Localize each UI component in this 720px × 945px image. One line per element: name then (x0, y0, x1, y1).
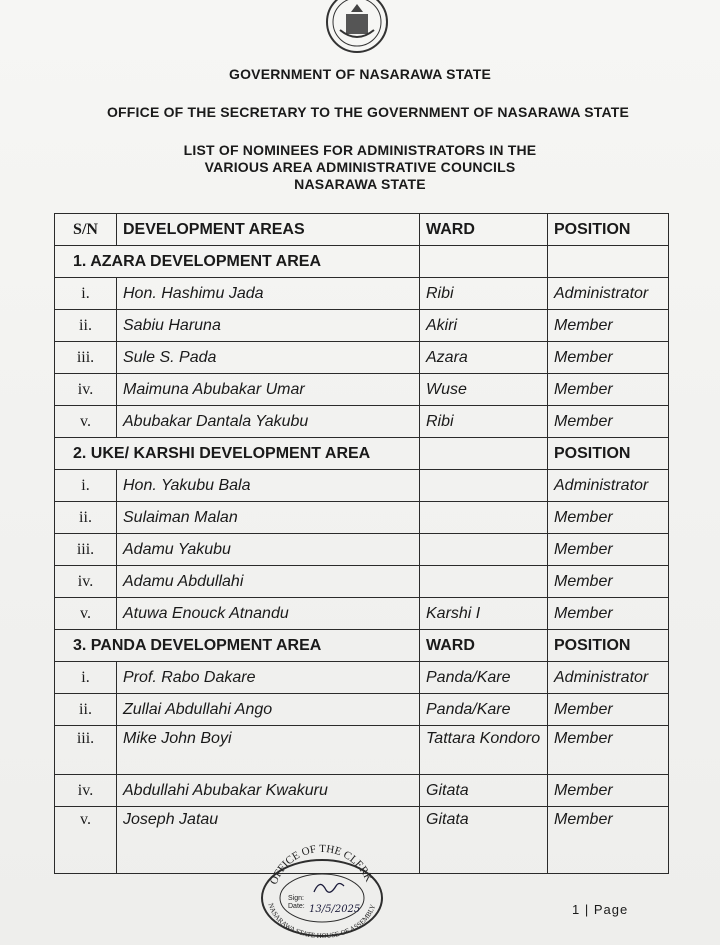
ward-name: Azara (420, 342, 548, 374)
position-name: Member (548, 342, 669, 374)
section-ward-header (420, 438, 548, 470)
ward-name (420, 534, 548, 566)
ward-name: Gitata (420, 807, 548, 874)
title-line-3: NASARAWA STATE (294, 176, 426, 192)
table-row (55, 662, 669, 694)
clerk-office-stamp (254, 842, 390, 938)
office-heading: OFFICE OF THE SECRETARY TO THE GOVERNMENT OF NASARAWA STATE (106, 104, 630, 120)
section-ward-header: WARD (420, 630, 548, 662)
nominee-name: Sulaiman Malan (117, 502, 420, 534)
section-position-header: POSITION (548, 630, 669, 662)
section-ward-header (420, 246, 548, 278)
row-serial-number: iii. (55, 534, 117, 566)
state-crest-logo (318, 0, 396, 62)
ward-name: Wuse (420, 374, 548, 406)
section-row (55, 246, 669, 278)
section-position-header (548, 246, 669, 278)
nominee-name: Sabiu Haruna (117, 310, 420, 342)
ward-name: Ribi (420, 406, 548, 438)
row-serial-number: i. (55, 662, 117, 694)
ward-name: Karshi I (420, 598, 548, 630)
row-serial-number: v. (55, 807, 117, 874)
nominee-name: Adamu Yakubu (117, 534, 420, 566)
row-serial-number: iii. (55, 726, 117, 775)
nominee-name: Hon. Hashimu Jada (117, 278, 420, 310)
government-heading: GOVERNMENT OF NASARAWA STATE (228, 66, 491, 82)
row-serial-number: ii. (55, 310, 117, 342)
nominee-name: Adamu Abdullahi (117, 566, 420, 598)
table-row (55, 726, 669, 775)
ward-name: Ribi (420, 278, 548, 310)
row-serial-number: iv. (55, 374, 117, 406)
nominee-name: Abdullahi Abubakar Kwakuru (117, 775, 420, 807)
position-name: Member (548, 598, 669, 630)
table-row (55, 598, 669, 630)
handwritten-signature (314, 884, 344, 893)
position-name: Member (548, 374, 669, 406)
row-serial-number: ii. (55, 502, 117, 534)
row-serial-number: v. (55, 406, 117, 438)
row-serial-number: i. (55, 470, 117, 502)
table-row (55, 310, 669, 342)
position-name: Administrator (548, 470, 669, 502)
ward-name: Gitata (420, 775, 548, 807)
position-name: Administrator (548, 278, 669, 310)
section-row (55, 630, 669, 662)
nominee-name: Joseph Jatau (117, 807, 420, 874)
title-line-1: LIST OF NOMINEES FOR ADMINISTRATORS IN THE (183, 142, 537, 158)
section-row (55, 438, 669, 470)
stamp-date-label: Date: (288, 903, 305, 910)
document-title (0, 142, 720, 193)
position-name: Member (548, 534, 669, 566)
nominee-name: Hon. Yakubu Bala (117, 470, 420, 502)
nominee-name: Maimuna Abubakar Umar (117, 374, 420, 406)
ward-name (420, 502, 548, 534)
page-number: 1 | Page (572, 902, 629, 917)
svg-text:OFFICE OF THE CLERK (268, 843, 375, 886)
row-serial-number: ii. (55, 694, 117, 726)
position-name: Member (548, 566, 669, 598)
nominee-name: Zullai Abdullahi Ango (117, 694, 420, 726)
position-name: Member (548, 406, 669, 438)
nominee-name: Sule S. Pada (117, 342, 420, 374)
ward-name: Panda/Kare (420, 662, 548, 694)
ward-name: Akiri (420, 310, 548, 342)
nominees-table (54, 213, 669, 874)
table-row (55, 534, 669, 566)
ward-name (420, 470, 548, 502)
table-row (55, 278, 669, 310)
section-position-header: POSITION (548, 438, 669, 470)
table-row (55, 566, 669, 598)
column-header-ward: WARD (420, 214, 548, 246)
section-title: 1. AZARA DEVELOPMENT AREA (55, 246, 420, 278)
nominee-name: Mike John Boyi (117, 726, 420, 775)
nominee-name: Atuwa Enouck Atnandu (117, 598, 420, 630)
section-title: 2. UKE/ KARSHI DEVELOPMENT AREA (55, 438, 420, 470)
position-name: Member (548, 502, 669, 534)
table-header-row (55, 214, 669, 246)
stamp-date-value: 13/5/2025 (309, 904, 361, 915)
row-serial-number: i. (55, 278, 117, 310)
nominee-name: Prof. Rabo Dakare (117, 662, 420, 694)
table-row (55, 406, 669, 438)
position-name: Member (548, 775, 669, 807)
stamp-sign-label: Sign: (288, 895, 304, 902)
table-row (55, 694, 669, 726)
table-row (55, 374, 669, 406)
column-header-sn: S/N (55, 214, 117, 246)
title-line-2: VARIOUS AREA ADMINISTRATIVE COUNCILS (204, 159, 516, 175)
position-name: Member (548, 310, 669, 342)
position-name: Administrator (548, 662, 669, 694)
position-name: Member (548, 694, 669, 726)
ward-name: Panda/Kare (420, 694, 548, 726)
table-row (55, 502, 669, 534)
row-serial-number: iv. (55, 566, 117, 598)
table-row (55, 470, 669, 502)
ward-name: Tattara Kondoro (420, 726, 548, 775)
table-row (55, 775, 669, 807)
column-header-areas: DEVELOPMENT AREAS (117, 214, 420, 246)
section-title: 3. PANDA DEVELOPMENT AREA (55, 630, 420, 662)
nominee-name: Abubakar Dantala Yakubu (117, 406, 420, 438)
stamp-bottom-text: NASARAWA STATE HOUSE OF ASSEMBLY (266, 902, 378, 938)
ward-name (420, 566, 548, 598)
stamp-top-text: OFFICE OF THE CLERK (267, 842, 375, 887)
position-name: Member (548, 807, 669, 874)
table-row (55, 342, 669, 374)
row-serial-number: iii. (55, 342, 117, 374)
position-name: Member (548, 726, 669, 775)
column-header-position: POSITION (548, 214, 669, 246)
row-serial-number: iv. (55, 775, 117, 807)
row-serial-number: v. (55, 598, 117, 630)
